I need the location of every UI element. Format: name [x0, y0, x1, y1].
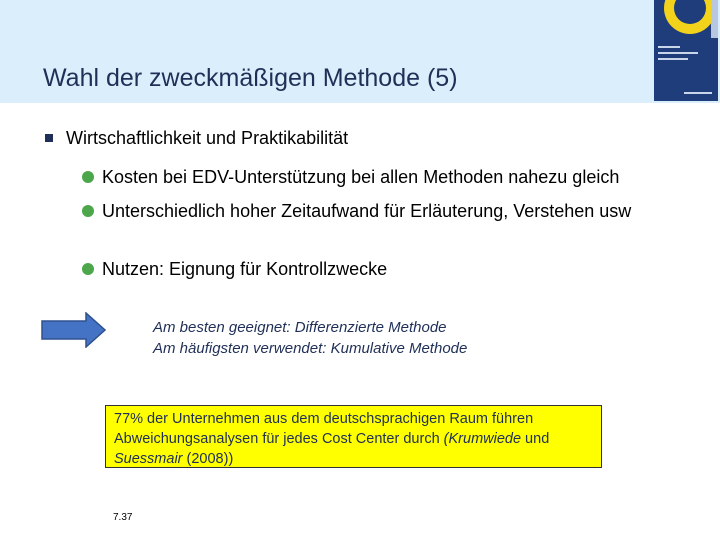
- sub-bullet-3: Nutzen: Eignung für Kontrollzwecke: [102, 259, 388, 279]
- green-bullet-icon: [82, 171, 94, 183]
- book-cover-image: [654, 0, 718, 101]
- study-highlight-box: [105, 405, 602, 468]
- square-bullet-icon: [45, 134, 53, 142]
- conclusion-line-1: Am besten geeignet: Differenzierte Methode: [153, 319, 447, 336]
- right-arrow-icon: [41, 312, 106, 348]
- conclusion-line-2: Am häufigsten verwendet: Kumulative Methode: [153, 340, 468, 357]
- main-bullet-text: Wirtschaftlichkeit und Praktikabilität: [66, 128, 349, 148]
- citation-open: (: [443, 431, 449, 447]
- citation-author-2: Suessmair: [114, 451, 183, 467]
- page-number: 7.37: [113, 512, 133, 523]
- citation-author-1: Krumwiede: [448, 431, 522, 447]
- sub-bullet-1: Kosten bei EDV-Unterstützung bei allen Methoden nahezu gleich: [102, 167, 620, 187]
- green-bullet-icon: [82, 263, 94, 275]
- green-bullet-icon: [82, 205, 94, 217]
- study-text: 77% der Unternehmen aus dem deutschsprachigen Raum führen Abweichungsanalysen für jedes Cost Center durch: [114, 411, 534, 447]
- sub-bullet-2: Unterschiedlich hoher Zeitaufwand für Erläuterung, Verstehen usw: [102, 201, 632, 221]
- slide-title: Wahl der zweckmäßigen Methode (5): [43, 64, 458, 92]
- citation-and: und: [521, 431, 550, 447]
- citation-year: (2008)): [182, 451, 234, 467]
